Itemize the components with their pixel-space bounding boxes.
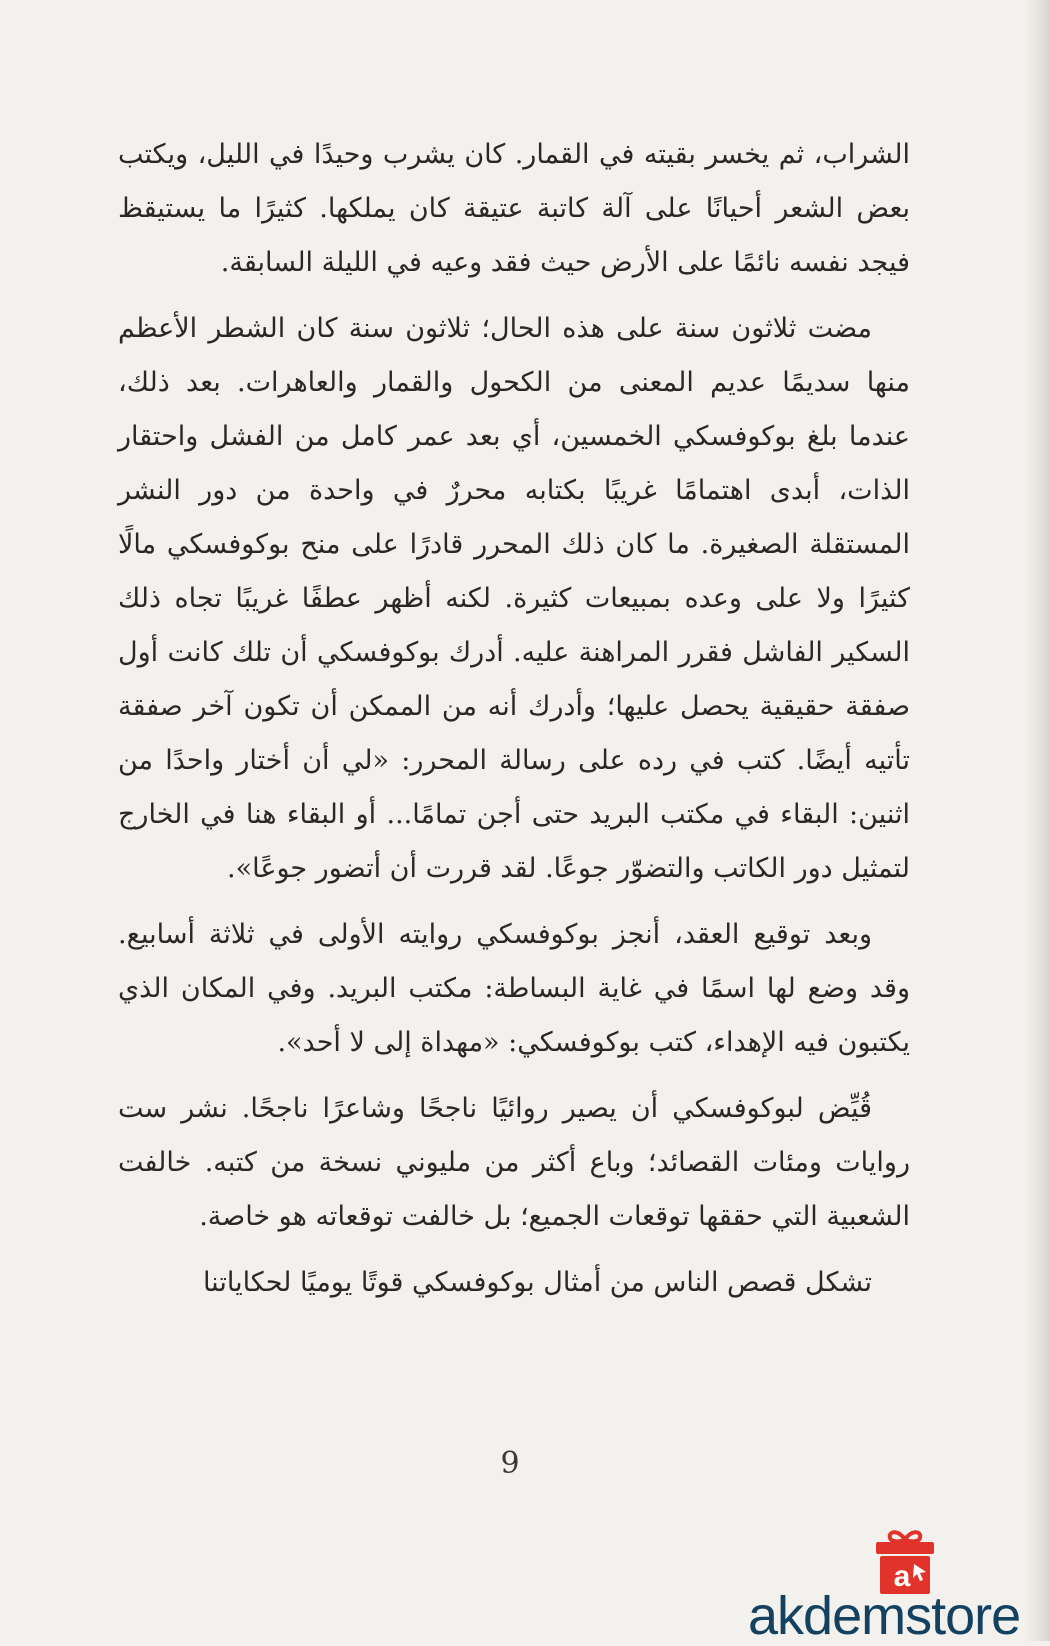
paragraph-2: مضت ثلاثون سنة على هذه الحال؛ ثلاثون سنة كان الشطر الأعظم منها سديمًا عديم المعنى من الكحول والقمار والعاهرات. بعد ذلك، عندما بلغ بوكوفسكي الخمسين، أي بعد عمر كامل من الفشل واحتقار الذات، أبدى اهتمامًا غريبًا بكتابه محررٌ في واحدة من دور النشر المستقلة الصغيرة. ما كان ذلك المحرر قادرًا على منح بوكوفسكي مالًا كثيرًا ولا على وعده بمبيعات كثيرة. لكنه أظهر عطفًا غريبًا تجاه ذلك السكير الفاشل فقرر المراهنة عليه. أدرك بوكوفسكي أن تلك كانت أول صفقة حقيقية يحصل عليها؛ وأدرك أنه من الممكن أن تكون آخر صفقة تأتيه أيضًا. كتب في رده على رسالة المحرر: «لي أن أختار واحدًا من اثنين: البقاء في مكتب البريد حتى أجن تمامًا... أو البقاء هنا في الخارج لتمثيل دور الكاتب والتضوّر جوعًا. لقد قررت أن أتضور جوعًا». [118,313,910,884]
gift-box-letter: a [893,1560,911,1593]
store-watermark [748,1526,1050,1646]
paragraph-3: وبعد توقيع العقد، أنجز بوكوفسكي روايته الأولى في ثلاثة أسابيع. وقد وضع لها اسمًا في غاية البساطة: مكتب البريد. وفي المكان الذي يكتبون فيه الإهداء، كتب بوكوفسكي: «مهداة إلى لا أحد». [118,919,910,1058]
paragraph-4: قُيِّض لبوكوفسكي أن يصير روائيًا ناجحًا وشاعرًا ناجحًا. نشر ست روايات ومئات القصائد؛ وباع أكثر من مليوني نسخة من كتبه. خالفت الشعبية التي حققها توقعات الجميع؛ بل خالفت توقعاته هو خاصة. [118,1093,910,1232]
store-name: akdemstore [748,1586,1021,1646]
body-text [118,128,910,1322]
paragraph-1: الشراب، ثم يخسر بقيته في القمار. كان يشرب وحيدًا في الليل، ويكتب بعض الشعر أحيانًا على آلة كاتبة عتيقة كان يملكها. كثيرًا ما يستيقظ فيجد نفسه نائمًا على الأرض حيث فقد وعيه في الليلة السابقة. [118,139,910,278]
page-number: 9 [500,1446,520,1481]
page-edge [1024,0,1050,1641]
paragraph-5: تشكل قصص الناس من أمثال بوكوفسكي قوتًا يوميًا لحكاياتنا [202,1267,872,1298]
